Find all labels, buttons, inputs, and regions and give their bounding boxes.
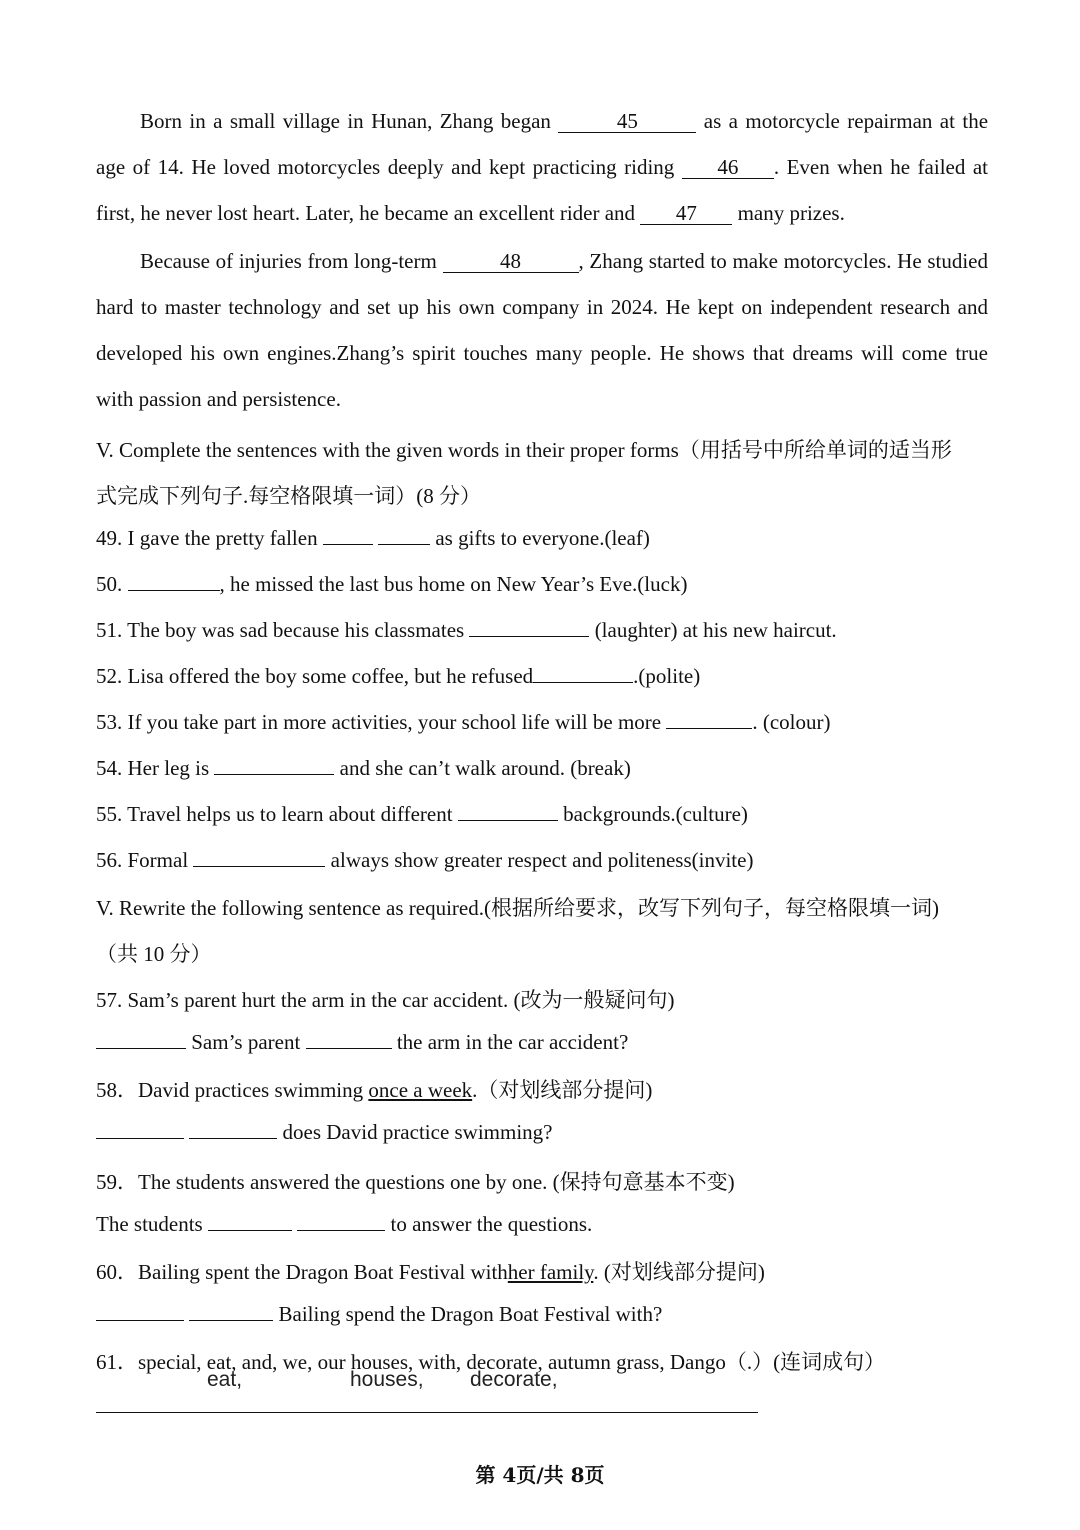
question-51: [96, 618, 837, 643]
answer-blank[interactable]: [189, 1138, 277, 1139]
question-text: , he missed the last bus home on New Year’s Eve.(luck): [219, 572, 688, 596]
question-50: [96, 572, 687, 597]
question-60: [96, 1256, 765, 1286]
word-overlay-houses: houses,: [350, 1368, 424, 1391]
blank-46[interactable]: 46: [682, 156, 774, 179]
question-text: 58．David practices swimming: [96, 1078, 364, 1102]
section-6-title-cont: （共 10 分）: [96, 942, 212, 966]
question-56: [96, 848, 753, 873]
section-5-title-cont: 式完成下列句子.每空格限填一词）(8 分）: [96, 484, 481, 508]
answer-text: does David practice swimming?: [282, 1120, 553, 1144]
question-text: 51. The boy was sad because his classmates: [96, 618, 465, 642]
answer-blank[interactable]: [469, 636, 589, 637]
answer-line-61[interactable]: [96, 1412, 758, 1413]
question-text: always show greater respect and politeness(invite): [330, 848, 754, 872]
underlined-phrase: her family: [507, 1260, 594, 1284]
question-57: 57. Sam’s parent hurt the arm in the car accident. (改为一般疑问句): [96, 988, 675, 1012]
question-54: [96, 756, 631, 781]
answer-blank[interactable]: [189, 1320, 273, 1321]
question-text: 49. I gave the pretty fallen: [96, 526, 318, 550]
word-overlay-decorate: decorate,: [470, 1368, 558, 1391]
underlined-phrase: once a week: [368, 1078, 473, 1102]
question-text: as gifts to everyone.(leaf): [435, 526, 650, 550]
answer-59: [96, 1212, 592, 1237]
answer-blank[interactable]: [208, 1230, 292, 1231]
answer-text: to answer the questions.: [390, 1212, 593, 1236]
question-text: 52. Lisa offered the boy some coffee, but he refused: [96, 664, 534, 688]
answer-58: [96, 1120, 553, 1145]
question-49: [96, 526, 650, 551]
question-53: [96, 710, 830, 735]
answer-text: the arm in the car accident?: [396, 1030, 629, 1054]
answer-60: [96, 1302, 662, 1327]
answer-blank[interactable]: [306, 1048, 392, 1049]
question-52: [96, 664, 700, 689]
answer-57: [96, 1030, 628, 1055]
question-59: 59．The students answered the questions one by one. (保持句意基本不变): [96, 1170, 735, 1194]
passage-paragraph-2: [96, 238, 988, 422]
section-5-title: V. Complete the sentences with the given words in their proper forms（用括号中所给单词的适当形: [96, 438, 952, 462]
passage-text: as a motorcycle repairman at the age of 14. He loved motorcycles deeply and kept practicing riding: [96, 109, 989, 179]
question-text: and she can’t walk around. (break): [339, 756, 631, 780]
answer-blank[interactable]: [378, 544, 430, 545]
question-text: 53. If you take part in more activities, your school life will be more: [96, 710, 662, 734]
section-6-title: V. Rewrite the following sentence as required.(根据所给要求，改写下列句子，每空格限填一词): [96, 896, 939, 920]
answer-text: The students: [96, 1212, 203, 1236]
passage-paragraph-1: [96, 98, 988, 236]
question-text: (laughter) at his new haircut.: [594, 618, 837, 642]
question-text: 54. Her leg is: [96, 756, 210, 780]
passage-text: Born in a small village in Hunan, Zhang began: [140, 109, 551, 133]
question-text: 56. Formal: [96, 848, 189, 872]
question-text: 60．Bailing spent the Dragon Boat Festival with: [96, 1260, 508, 1284]
question-text: 50.: [96, 572, 123, 596]
answer-blank[interactable]: [96, 1138, 184, 1139]
answer-blank[interactable]: [96, 1320, 184, 1321]
passage-text: Because of injuries from long-term: [140, 249, 437, 273]
question-text: .(polite): [633, 664, 701, 688]
passage-text: many prizes.: [737, 201, 845, 225]
answer-blank[interactable]: [96, 1048, 186, 1049]
answer-blank[interactable]: [458, 820, 558, 821]
page-footer: 第 4页/共 8页: [475, 1463, 605, 1487]
answer-blank[interactable]: [214, 774, 334, 775]
answer-blank[interactable]: [323, 544, 373, 545]
answer-text: Bailing spend the Dragon Boat Festival with?: [278, 1302, 663, 1326]
question-text: . (colour): [752, 710, 831, 734]
answer-blank[interactable]: [297, 1230, 385, 1231]
answer-text: Sam’s parent: [191, 1030, 301, 1054]
question-55: [96, 802, 748, 827]
blank-45[interactable]: 45: [558, 110, 696, 133]
blank-48[interactable]: 48: [443, 250, 579, 273]
question-58: [96, 1074, 652, 1104]
question-61: 61．special, eat, and, we, our houses, with, decorate, autumn grass, Dango（.）(连词成句）: [96, 1350, 886, 1374]
answer-blank[interactable]: [666, 728, 752, 729]
blank-47[interactable]: 47: [640, 202, 732, 225]
question-text: .（对划线部分提问): [472, 1078, 653, 1102]
answer-blank[interactable]: [533, 682, 633, 683]
answer-blank[interactable]: [193, 866, 325, 867]
passage-text: . Even when he failed at first, he never lost heart. Later, he became an excellent rider and: [96, 155, 989, 225]
question-text: . (对划线部分提问): [593, 1260, 765, 1284]
question-text: backgrounds.(culture): [563, 802, 748, 826]
question-text: 55. Travel helps us to learn about different: [96, 802, 453, 826]
answer-blank[interactable]: [128, 590, 220, 591]
word-overlay-eat: eat,: [207, 1368, 243, 1391]
passage-text: , Zhang started to make motorcycles. He studied hard to master technology and set up his own company in 2024. He kept on independent research and developed his own engines.Zhang’s spirit touches many people. He shows that dreams will come true with passion and persistence.: [96, 249, 988, 411]
